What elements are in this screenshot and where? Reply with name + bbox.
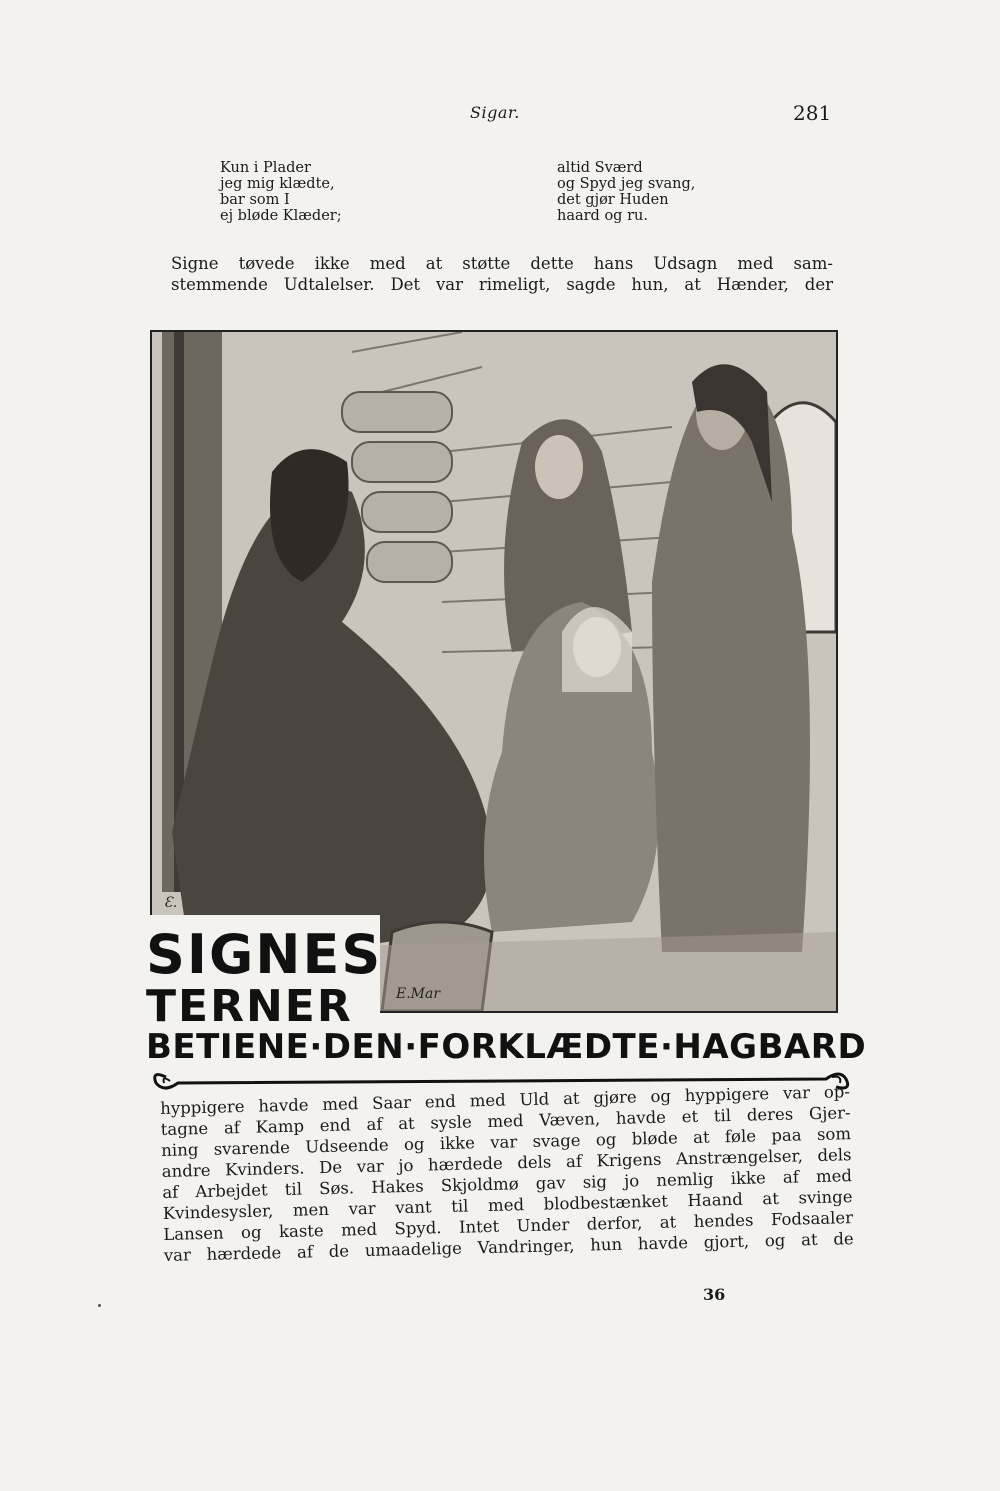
word: et [681, 1106, 699, 1127]
word: gjøre [593, 1087, 637, 1108]
word: jo [623, 1171, 640, 1191]
verse-line: og Spyd jeg svang, [557, 176, 696, 192]
word: De [318, 1157, 343, 1178]
word: hendes [693, 1210, 754, 1231]
word: andre [161, 1160, 211, 1181]
word: dels [517, 1152, 552, 1173]
text-line [171, 253, 833, 274]
word: Krigens [596, 1149, 662, 1171]
word: Signe [171, 254, 219, 273]
word: Intet [458, 1216, 500, 1237]
word: hærdede [206, 1243, 282, 1264]
heading-line-3: BETIENE·DEN·FORKLÆDTE·HAGBARD [146, 1027, 867, 1067]
word: var [435, 275, 463, 294]
word: var [348, 1198, 376, 1219]
word: havde [258, 1095, 309, 1116]
word: men [292, 1199, 330, 1220]
word: svinge [798, 1187, 853, 1208]
word: med [369, 254, 406, 273]
word: Vandringer, [477, 1235, 575, 1258]
word: ning [161, 1140, 199, 1160]
verse-line: jeg mig klædte, [220, 176, 335, 192]
word: dels [817, 1145, 852, 1165]
word: jo [398, 1155, 414, 1176]
word: sig [582, 1172, 608, 1192]
word: Hakes [371, 1176, 424, 1197]
illustration-drawing [152, 332, 836, 1011]
word: at [562, 1088, 580, 1109]
verse-left-column [220, 160, 342, 224]
running-title: Sigar. [470, 103, 520, 122]
word: Skjoldmø [440, 1174, 519, 1196]
word: Væven, [538, 1109, 601, 1130]
verse-line: altid Sværd [557, 160, 643, 176]
word: af [296, 1242, 314, 1262]
word: med [469, 1090, 506, 1111]
word: Haand [687, 1189, 744, 1211]
word: til [451, 1196, 469, 1216]
word: med [340, 1219, 378, 1240]
word: de [328, 1241, 350, 1261]
verse-line: Kun i Plader [220, 160, 311, 176]
word: hærdede [427, 1153, 503, 1175]
word: at [425, 254, 443, 273]
word: hyppigere [684, 1084, 770, 1106]
prose-bottom [160, 1081, 854, 1266]
illustration [150, 330, 838, 1013]
artist-signature: E.Mar [396, 986, 441, 1002]
word: Udsagn [653, 254, 718, 273]
word: end [319, 1115, 351, 1136]
word: Udtalelser. [283, 275, 375, 294]
word: Uld [519, 1089, 550, 1110]
word: dette [530, 254, 574, 273]
word: gjort, [703, 1231, 750, 1252]
word: af [162, 1182, 179, 1202]
word: svage [532, 1130, 581, 1151]
verse-line: ej bløde Klæder; [220, 208, 342, 224]
word: til [713, 1106, 732, 1126]
word: var [782, 1083, 811, 1103]
word: at [397, 1113, 415, 1134]
heading-line-1: SIGNES [146, 923, 383, 986]
word: op- [823, 1082, 851, 1102]
verse-line: det gjør Huden [557, 192, 669, 208]
word: Det [390, 275, 421, 294]
word: Fodsaaler [770, 1208, 854, 1230]
word: derfor, [586, 1213, 643, 1234]
text-line [171, 274, 833, 295]
word: Kvinders. [224, 1158, 305, 1180]
word: Lansen [163, 1223, 224, 1244]
word: sysle [430, 1112, 472, 1133]
word: svarende [213, 1137, 291, 1159]
word: af [366, 1114, 383, 1134]
word: nemlig [656, 1169, 714, 1190]
word: var [356, 1156, 385, 1177]
word: ikke [439, 1133, 476, 1154]
word: tagne [160, 1118, 209, 1139]
word: at [684, 275, 701, 294]
word: hyppigere [160, 1096, 245, 1118]
page-number: 281 [793, 101, 832, 125]
word: tøvede [238, 254, 295, 273]
margin-dot [98, 1304, 101, 1307]
word: Spyd. [394, 1218, 442, 1239]
word: Anstrængelser, [675, 1146, 804, 1169]
word: vant [394, 1197, 432, 1218]
word: og [240, 1222, 262, 1243]
word: bløde [631, 1128, 679, 1149]
word: ikke [314, 254, 350, 273]
heading-line-2: TERNER [146, 981, 353, 1032]
word: af [565, 1151, 583, 1172]
word: paa [771, 1125, 802, 1146]
word: stemmende [171, 275, 268, 294]
word: Under [516, 1215, 570, 1236]
word: sagde [566, 275, 616, 294]
verse-right-column [557, 160, 695, 224]
word: end [424, 1091, 457, 1112]
word: hun, [631, 275, 669, 294]
word: hans [593, 254, 634, 273]
word: Kamp [255, 1116, 305, 1137]
word: kaste [278, 1221, 324, 1242]
word: føle [724, 1126, 757, 1147]
word: Saar [371, 1092, 412, 1113]
word: Gjer- [808, 1103, 851, 1124]
word: havde [637, 1233, 689, 1254]
word: og [650, 1086, 672, 1107]
word: og [403, 1134, 425, 1155]
word: at [800, 1229, 818, 1250]
signature-mark: 36 [703, 1285, 726, 1304]
word: og [595, 1129, 617, 1150]
word: at [692, 1127, 710, 1147]
word: med [487, 1111, 524, 1132]
word: Hænder, [716, 275, 789, 294]
word: var [489, 1132, 518, 1152]
word: der [804, 275, 833, 294]
word: rimeligt, [478, 275, 551, 294]
word: de [833, 1229, 854, 1249]
word: havde [615, 1107, 667, 1128]
word: at [659, 1212, 677, 1232]
word: af [782, 1167, 800, 1187]
verse-line: bar som I [220, 192, 290, 208]
prose-top [171, 253, 833, 295]
verse-line: haard og ru. [557, 208, 648, 224]
word: blodbestænket [543, 1191, 669, 1214]
word: deres [746, 1104, 794, 1125]
word: med [487, 1195, 525, 1216]
word: til [284, 1179, 303, 1199]
word: var [163, 1245, 192, 1265]
word: af [223, 1118, 241, 1138]
word: og [764, 1230, 786, 1251]
word: med [737, 254, 774, 273]
word: ikke [730, 1168, 766, 1189]
illustration-monogram: Ɛ. [164, 895, 178, 911]
word: umaadelige [364, 1238, 463, 1261]
word: at [762, 1188, 780, 1209]
word: Kvindesysler, [162, 1201, 274, 1223]
word: med [815, 1166, 853, 1186]
word: Udseende [305, 1135, 389, 1157]
word: med [322, 1094, 359, 1115]
word: gav [535, 1173, 566, 1193]
word: Søs. [318, 1178, 355, 1199]
word: hun [590, 1234, 623, 1255]
word: sam- [793, 254, 833, 273]
word: Arbejdet [195, 1180, 268, 1202]
word: støtte [462, 254, 511, 273]
word: som [816, 1124, 852, 1144]
